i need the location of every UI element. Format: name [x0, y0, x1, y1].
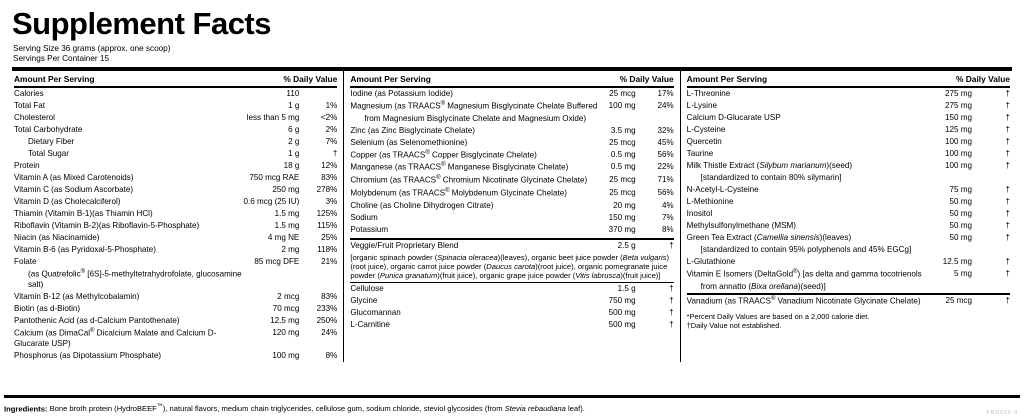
- nutrient-name: Vitamin B-12 (as Methylcobalamin): [14, 292, 140, 302]
- table-row: [14, 256, 337, 268]
- table-row: [14, 350, 337, 362]
- nutrient-amount: 50 mg: [949, 233, 972, 243]
- facts-column-2: [343, 71, 679, 362]
- nutrient-name: Molybdenum (as TRAACS® Molybdenum Glycinate Chelate): [350, 187, 567, 198]
- nutrient-daily-value: 12%: [321, 161, 338, 171]
- nutrient-amount: [940, 281, 972, 294]
- nutrient-name: Choline (as Choline Dihydrogen Citrate): [350, 200, 494, 210]
- table-row: [687, 184, 1010, 196]
- column-1-header: [14, 71, 337, 86]
- table-row: [14, 148, 337, 160]
- nutrient-amount: 12.5 mg: [942, 257, 972, 267]
- table-row: [687, 281, 1010, 294]
- nutrient-daily-value: 1%: [325, 100, 338, 110]
- ingredients-line: [4, 404, 1016, 414]
- nutrient-daily-value: †: [1005, 269, 1010, 279]
- table-row: [350, 149, 673, 162]
- nutrient-amount: 1.5 g: [617, 283, 636, 293]
- table-row: [350, 307, 673, 319]
- blend-title: Veggie/Fruit Proprietary Blend: [350, 240, 459, 250]
- table-row: [687, 244, 1010, 256]
- page-title: Supplement Facts: [12, 6, 271, 41]
- nutrient-daily-value: †: [1005, 233, 1010, 243]
- table-row: [687, 136, 1010, 148]
- nutrient-amount: less than 5 mg: [246, 112, 300, 122]
- nutrient-daily-value: 25%: [321, 233, 338, 243]
- nutrient-name: Vitamin B-6 (as Pyridoxal-5-Phosphate): [14, 245, 157, 255]
- nutrient-amount: 2 mg: [281, 245, 300, 255]
- nutrient-daily-value: 56%: [657, 187, 674, 197]
- table-row: [350, 224, 673, 236]
- table-row: [14, 124, 337, 136]
- nutrient-amount: 2 g: [288, 136, 300, 146]
- nutrient-amount: 110: [286, 88, 300, 98]
- bottom-divider: [4, 395, 1020, 398]
- corner-code: PRO615-3: [986, 410, 1018, 416]
- table-row: [14, 136, 337, 148]
- nutrient-name: Phosphorus (as Dipotassium Phosphate): [14, 350, 162, 360]
- nutrient-table-2: [350, 88, 673, 236]
- nutrient-amount: 500 mg: [608, 319, 636, 329]
- nutrient-amount: 125 mg: [944, 124, 972, 134]
- nutrient-name: Vitamin A (as Mixed Carotenoids): [14, 173, 134, 183]
- nutrient-table-3: [687, 88, 1010, 308]
- table-row: [350, 88, 673, 100]
- nutrient-daily-value: 8%: [661, 224, 674, 234]
- table-row: [14, 268, 337, 291]
- table-row: [687, 294, 1010, 308]
- nutrient-name: Manganese (as TRAACS® Manganese Bisglycinate Chelate): [350, 162, 569, 173]
- amount-per-serving-label: Amount Per Serving: [686, 74, 768, 85]
- nutrient-daily-value: 45%: [657, 137, 674, 147]
- nutrient-name: (as Quatrefolic® [6S]-5-methyltetrahydrofolate, glucosamine salt): [28, 269, 242, 289]
- nutrient-daily-value: †: [669, 319, 674, 329]
- nutrient-daily-value: †: [1005, 257, 1010, 267]
- table-row: [687, 100, 1010, 112]
- nutrient-name: from Magnesium Bisglycinate Chelate and Magnesium Oxide): [364, 113, 587, 123]
- nutrient-daily-value: †: [1005, 221, 1010, 231]
- nutrient-name: Calories: [14, 88, 44, 98]
- nutrient-name: L-Lysine: [686, 100, 717, 110]
- nutrient-amount: 100 mg: [944, 161, 972, 171]
- nutrient-amount: 150 mg: [608, 212, 636, 222]
- daily-value-label: % Daily Value: [619, 74, 674, 85]
- nutrient-daily-value: 2%: [325, 124, 338, 134]
- table-row: [14, 303, 337, 315]
- nutrient-daily-value: <2%: [320, 112, 338, 122]
- nutrient-daily-value: †: [332, 148, 338, 158]
- nutrient-name: L-Cysteine: [686, 124, 726, 134]
- nutrient-name: Vanadium (as TRAACS® Vanadium Nicotinate Glycinate Chelate): [687, 294, 941, 308]
- nutrient-daily-value: 250%: [316, 316, 338, 326]
- nutrient-name: Methylsulfonylmethane (MSM): [686, 221, 796, 231]
- nutrient-daily-value: †: [1005, 124, 1010, 134]
- table-row: [14, 112, 337, 124]
- nutrient-amount: 6 g: [288, 124, 300, 134]
- nutrient-name: Total Carbohydrate: [14, 124, 83, 134]
- nutrient-daily-value: †: [1005, 100, 1010, 110]
- nutrient-amount: 25 mcg: [609, 88, 636, 98]
- nutrient-table-1: [14, 88, 337, 362]
- nutrient-amount: 0.5 mg: [610, 162, 636, 172]
- nutrient-daily-value: †: [1005, 161, 1010, 171]
- nutrient-name: Calcium (as DimaCal® Dicalcium Malate and Calcium D-Glucarate USP): [14, 328, 217, 348]
- nutrient-amount: 1 g: [288, 100, 300, 110]
- table-row: [687, 268, 1010, 281]
- nutrient-name: Niacin (as Niacinamide): [14, 233, 100, 243]
- nutrient-daily-value: 83%: [321, 292, 338, 302]
- nutrient-amount: 85 mcg DFE: [254, 257, 300, 267]
- nutrient-amount: 5 mg: [953, 269, 972, 279]
- nutrient-name: Vitamin C (as Sodium Ascorbate): [14, 185, 134, 195]
- table-row: [14, 184, 337, 196]
- nutrient-daily-value: 3%: [325, 197, 338, 207]
- nutrient-name: N-Acetyl-L-Cysteine: [686, 185, 759, 195]
- nutrient-daily-value: 22%: [657, 162, 674, 172]
- nutrient-daily-value: 24%: [321, 328, 338, 338]
- footnote-daily-values: *Percent Daily Values are based on a 2,000 calorie diet.: [686, 311, 870, 321]
- nutrient-daily-value: 71%: [657, 175, 674, 185]
- nutrient-amount: 4 mg NE: [267, 233, 300, 243]
- footnote-dv-not-established: †Daily Value not established.: [686, 321, 782, 331]
- servings-per-container: Servings Per Container 15: [13, 53, 110, 63]
- nutrient-daily-value: †: [972, 294, 1010, 308]
- blend-ingredients: [organic spinach powder (Spinacia oleracea)(leaves), organic beet juice powder (Beta vulgaris)(root juice), organic carrot juice powder (Daucus carota)(root juice), organic pomegranate juice powder (Punica granatum)(fruit juice), organic grape juice powder (Vitis labrusca)(fruit juice)]: [350, 252, 670, 281]
- nutrient-name: Glucomannan: [350, 307, 401, 317]
- nutrient-amount: 275 mg: [944, 100, 972, 110]
- nutrient-daily-value: 115%: [317, 221, 338, 231]
- nutrient-amount: 1.5 mg: [274, 221, 300, 231]
- table-row: [14, 291, 337, 303]
- table-row: [14, 196, 337, 208]
- ingredients-label: Ingredients:: [4, 404, 48, 414]
- amount-per-serving-label: Amount Per Serving: [350, 74, 431, 85]
- table-row: [350, 100, 673, 113]
- nutrient-name: L-Threonine: [686, 88, 731, 98]
- nutrient-daily-value: 21%: [321, 257, 338, 267]
- nutrient-daily-value: †: [1005, 88, 1010, 98]
- nutrient-name: L-Methionine: [686, 197, 734, 207]
- table-row: [687, 112, 1010, 124]
- nutrient-amount: [608, 112, 636, 124]
- nutrient-name: Green Tea Extract (Camellia sinensis)(leaves): [686, 233, 852, 243]
- nutrient-daily-value: [299, 268, 337, 291]
- table-row: [687, 196, 1010, 208]
- daily-value-label: % Daily Value: [283, 74, 338, 85]
- table-row: [687, 220, 1010, 232]
- nutrient-amount: 250 mg: [272, 185, 300, 195]
- table-row: [350, 112, 673, 124]
- table-row: [687, 160, 1010, 172]
- nutrient-daily-value: 17%: [657, 88, 674, 98]
- nutrient-daily-value: [972, 172, 1010, 184]
- nutrient-amount: [940, 244, 972, 256]
- nutrient-daily-value: †: [1005, 209, 1010, 219]
- nutrient-name: Cellulose: [350, 283, 384, 293]
- table-row: [14, 244, 337, 256]
- facts-columns: [8, 71, 1016, 362]
- ingredients-text: Bone broth protein (HydroBEEF™), natural flavors, medium chain triglycerides, cellulose gum, sodium chloride, steviol glycosides (from Stevia rebaudiana leaf).: [47, 403, 585, 414]
- table-row: [350, 174, 673, 187]
- table-row: [687, 88, 1010, 100]
- nutrient-daily-value: †: [1005, 112, 1010, 122]
- table-row: [350, 295, 673, 307]
- table-row: [350, 212, 673, 224]
- nutrient-daily-value: †: [1005, 136, 1010, 146]
- column-2-header: [350, 71, 673, 86]
- table-row: [14, 208, 337, 220]
- nutrient-name: Copper (as TRAACS® Copper Bisglycinate Chelate): [350, 149, 537, 160]
- nutrient-name: Folate: [14, 257, 37, 267]
- nutrient-daily-value: †: [669, 307, 674, 317]
- facts-column-1: [8, 71, 343, 362]
- table-row: [350, 137, 673, 149]
- nutrient-amount: 750 mcg RAE: [249, 173, 300, 183]
- daily-value-label: % Daily Value: [955, 74, 1010, 85]
- nutrient-amount: 1 g: [288, 148, 300, 158]
- nutrient-daily-value: †: [1005, 197, 1010, 207]
- table-row: [687, 232, 1010, 244]
- nutrient-daily-value: 32%: [657, 125, 674, 135]
- nutrient-daily-value: [636, 112, 674, 124]
- nutrient-daily-value: 7%: [661, 212, 674, 222]
- nutrient-name: from annatto (Bixa orellana)(seed)]: [700, 282, 826, 292]
- nutrient-daily-value: 7%: [325, 136, 338, 146]
- nutrient-amount: 25 mcg: [940, 294, 972, 308]
- nutrient-name: Chromium (as TRAACS® Chromium Nicotinate Glycinate Chelate): [350, 175, 588, 185]
- table-row: [14, 232, 337, 244]
- serving-size: Serving Size 36 grams (approx. one scoop): [13, 43, 171, 53]
- nutrient-amount: 370 mg: [608, 224, 636, 234]
- nutrient-daily-value: 125%: [316, 209, 338, 219]
- nutrient-name: L-Carnitine: [350, 319, 390, 329]
- table-row: [687, 256, 1010, 268]
- nutrient-amount: 275 mg: [944, 88, 972, 98]
- column-3-header: [687, 71, 1010, 86]
- nutrient-daily-value: 4%: [661, 200, 674, 210]
- nutrient-name: Calcium D-Glucarate USP: [686, 112, 781, 122]
- nutrient-name: Iodine (as Potassium Iodide): [350, 88, 453, 98]
- nutrient-amount: [244, 268, 300, 291]
- nutrient-amount: 100 mg: [944, 148, 972, 158]
- nutrient-daily-value: [299, 88, 337, 100]
- nutrient-name: Sodium: [350, 212, 378, 222]
- nutrient-amount: 100 mg: [944, 136, 972, 146]
- nutrient-name: Total Fat: [14, 100, 46, 110]
- nutrient-daily-value: 83%: [321, 173, 338, 183]
- nutrient-daily-value: 233%: [316, 304, 338, 314]
- nutrient-amount: 70 mcg: [272, 304, 300, 314]
- nutrient-amount: 0.6 mcg (25 IU): [243, 197, 300, 207]
- nutrient-amount: 25 mcg: [609, 137, 636, 147]
- nutrient-amount: 50 mg: [949, 221, 972, 231]
- nutrient-name: Pantothenic Acid (as d-Calcium Pantothenate): [14, 316, 180, 326]
- table-row: [350, 282, 673, 295]
- nutrient-name: Dietary Fiber: [28, 136, 75, 146]
- table-row: [14, 220, 337, 232]
- nutrient-name: Zinc (as Zinc Bisglycinate Chelate): [350, 125, 475, 135]
- nutrient-daily-value: †: [1005, 185, 1010, 195]
- nutrient-name: Glycine: [350, 295, 378, 305]
- nutrient-name: Biotin (as d-Biotin): [14, 304, 81, 314]
- nutrient-daily-value: 8%: [325, 350, 338, 360]
- table-row: [350, 187, 673, 200]
- nutrient-table-2-tail: [350, 282, 673, 331]
- nutrient-name: L-Glutathione: [686, 257, 736, 267]
- blend-dv: †: [669, 240, 674, 250]
- nutrient-amount: 12.5 mg: [270, 316, 300, 326]
- nutrient-name: Vitamin E Isomers (DeltaGold®) [as delta and gamma tocotrienols: [686, 269, 922, 280]
- table-row: [14, 88, 337, 100]
- table-row: [687, 148, 1010, 160]
- amount-per-serving-label: Amount Per Serving: [14, 74, 95, 85]
- nutrient-amount: 1.5 mg: [274, 209, 300, 219]
- nutrient-amount: 18 g: [283, 161, 300, 171]
- nutrient-daily-value: 24%: [657, 100, 674, 110]
- nutrient-amount: 150 mg: [944, 112, 972, 122]
- nutrient-amount: 500 mg: [608, 307, 636, 317]
- nutrient-amount: 50 mg: [949, 197, 972, 207]
- nutrient-name: Milk Thistle Extract (Silybum marianum)(seed): [686, 161, 853, 171]
- nutrient-daily-value: 278%: [316, 185, 338, 195]
- nutrient-name: Protein: [14, 161, 40, 171]
- nutrient-amount: 2 mcg: [277, 292, 300, 302]
- nutrient-daily-value: 56%: [657, 149, 674, 159]
- nutrient-amount: 20 mg: [613, 200, 636, 210]
- nutrient-amount: 50 mg: [949, 209, 972, 219]
- table-row: [350, 124, 673, 136]
- table-row: [14, 172, 337, 184]
- table-row: [350, 319, 673, 331]
- nutrient-daily-value: †: [1005, 148, 1010, 158]
- table-row: [14, 160, 337, 172]
- facts-column-3: [680, 71, 1016, 362]
- nutrient-amount: 75 mg: [949, 185, 972, 195]
- nutrient-amount: 0.5 mg: [610, 149, 636, 159]
- nutrient-name: Potassium: [350, 224, 389, 234]
- nutrient-name: [standardized to contain 80% silymarin]: [700, 173, 842, 183]
- nutrient-name: Taurine: [686, 148, 714, 158]
- nutrient-daily-value: [972, 281, 1010, 294]
- nutrient-amount: 100 mg: [272, 350, 300, 360]
- nutrient-name: [standardized to contain 95% polyphenols and 45% EGCg]: [700, 245, 912, 255]
- nutrient-daily-value: †: [669, 295, 674, 305]
- nutrient-amount: 25 mcg: [609, 187, 636, 197]
- nutrient-daily-value: †: [669, 283, 674, 293]
- table-row: [14, 327, 337, 350]
- table-row: [14, 100, 337, 112]
- table-row: [350, 200, 673, 212]
- nutrient-amount: 3.5 mg: [610, 125, 636, 135]
- nutrient-name: Vitamin D (as Cholecalciferol): [14, 197, 121, 207]
- table-row: [350, 161, 673, 174]
- nutrient-amount: 120 mg: [272, 328, 300, 338]
- nutrient-name: Riboflavin (Vitamin B-2)(as Riboflavin-5-Phosphate): [14, 221, 200, 231]
- table-row: [14, 315, 337, 327]
- blend-amount: 2.5 g: [617, 240, 636, 250]
- nutrient-name: Cholesterol: [14, 112, 55, 122]
- nutrient-name: Inositol: [686, 209, 713, 219]
- nutrient-name: Selenium (as Selenomethionine): [350, 137, 468, 147]
- nutrient-name: Quercetin: [686, 136, 722, 146]
- nutrient-daily-value: [972, 244, 1010, 256]
- table-row: [687, 172, 1010, 184]
- nutrient-amount: [940, 172, 972, 184]
- nutrient-name: Thiamin (Vitamin B-1)(as Thiamin HCl): [14, 209, 153, 219]
- nutrient-amount: 100 mg: [608, 100, 636, 110]
- table-row: [687, 124, 1010, 136]
- nutrient-amount: 750 mg: [608, 295, 636, 305]
- nutrient-name: Total Sugar: [28, 148, 69, 158]
- table-row: [687, 208, 1010, 220]
- nutrient-name: Magnesium (as TRAACS® Magnesium Bisglycinate Chelate Buffered: [350, 100, 598, 111]
- nutrient-amount: 25 mcg: [609, 175, 636, 185]
- proprietary-blend-table: [350, 238, 673, 282]
- nutrient-daily-value: 118%: [317, 245, 338, 255]
